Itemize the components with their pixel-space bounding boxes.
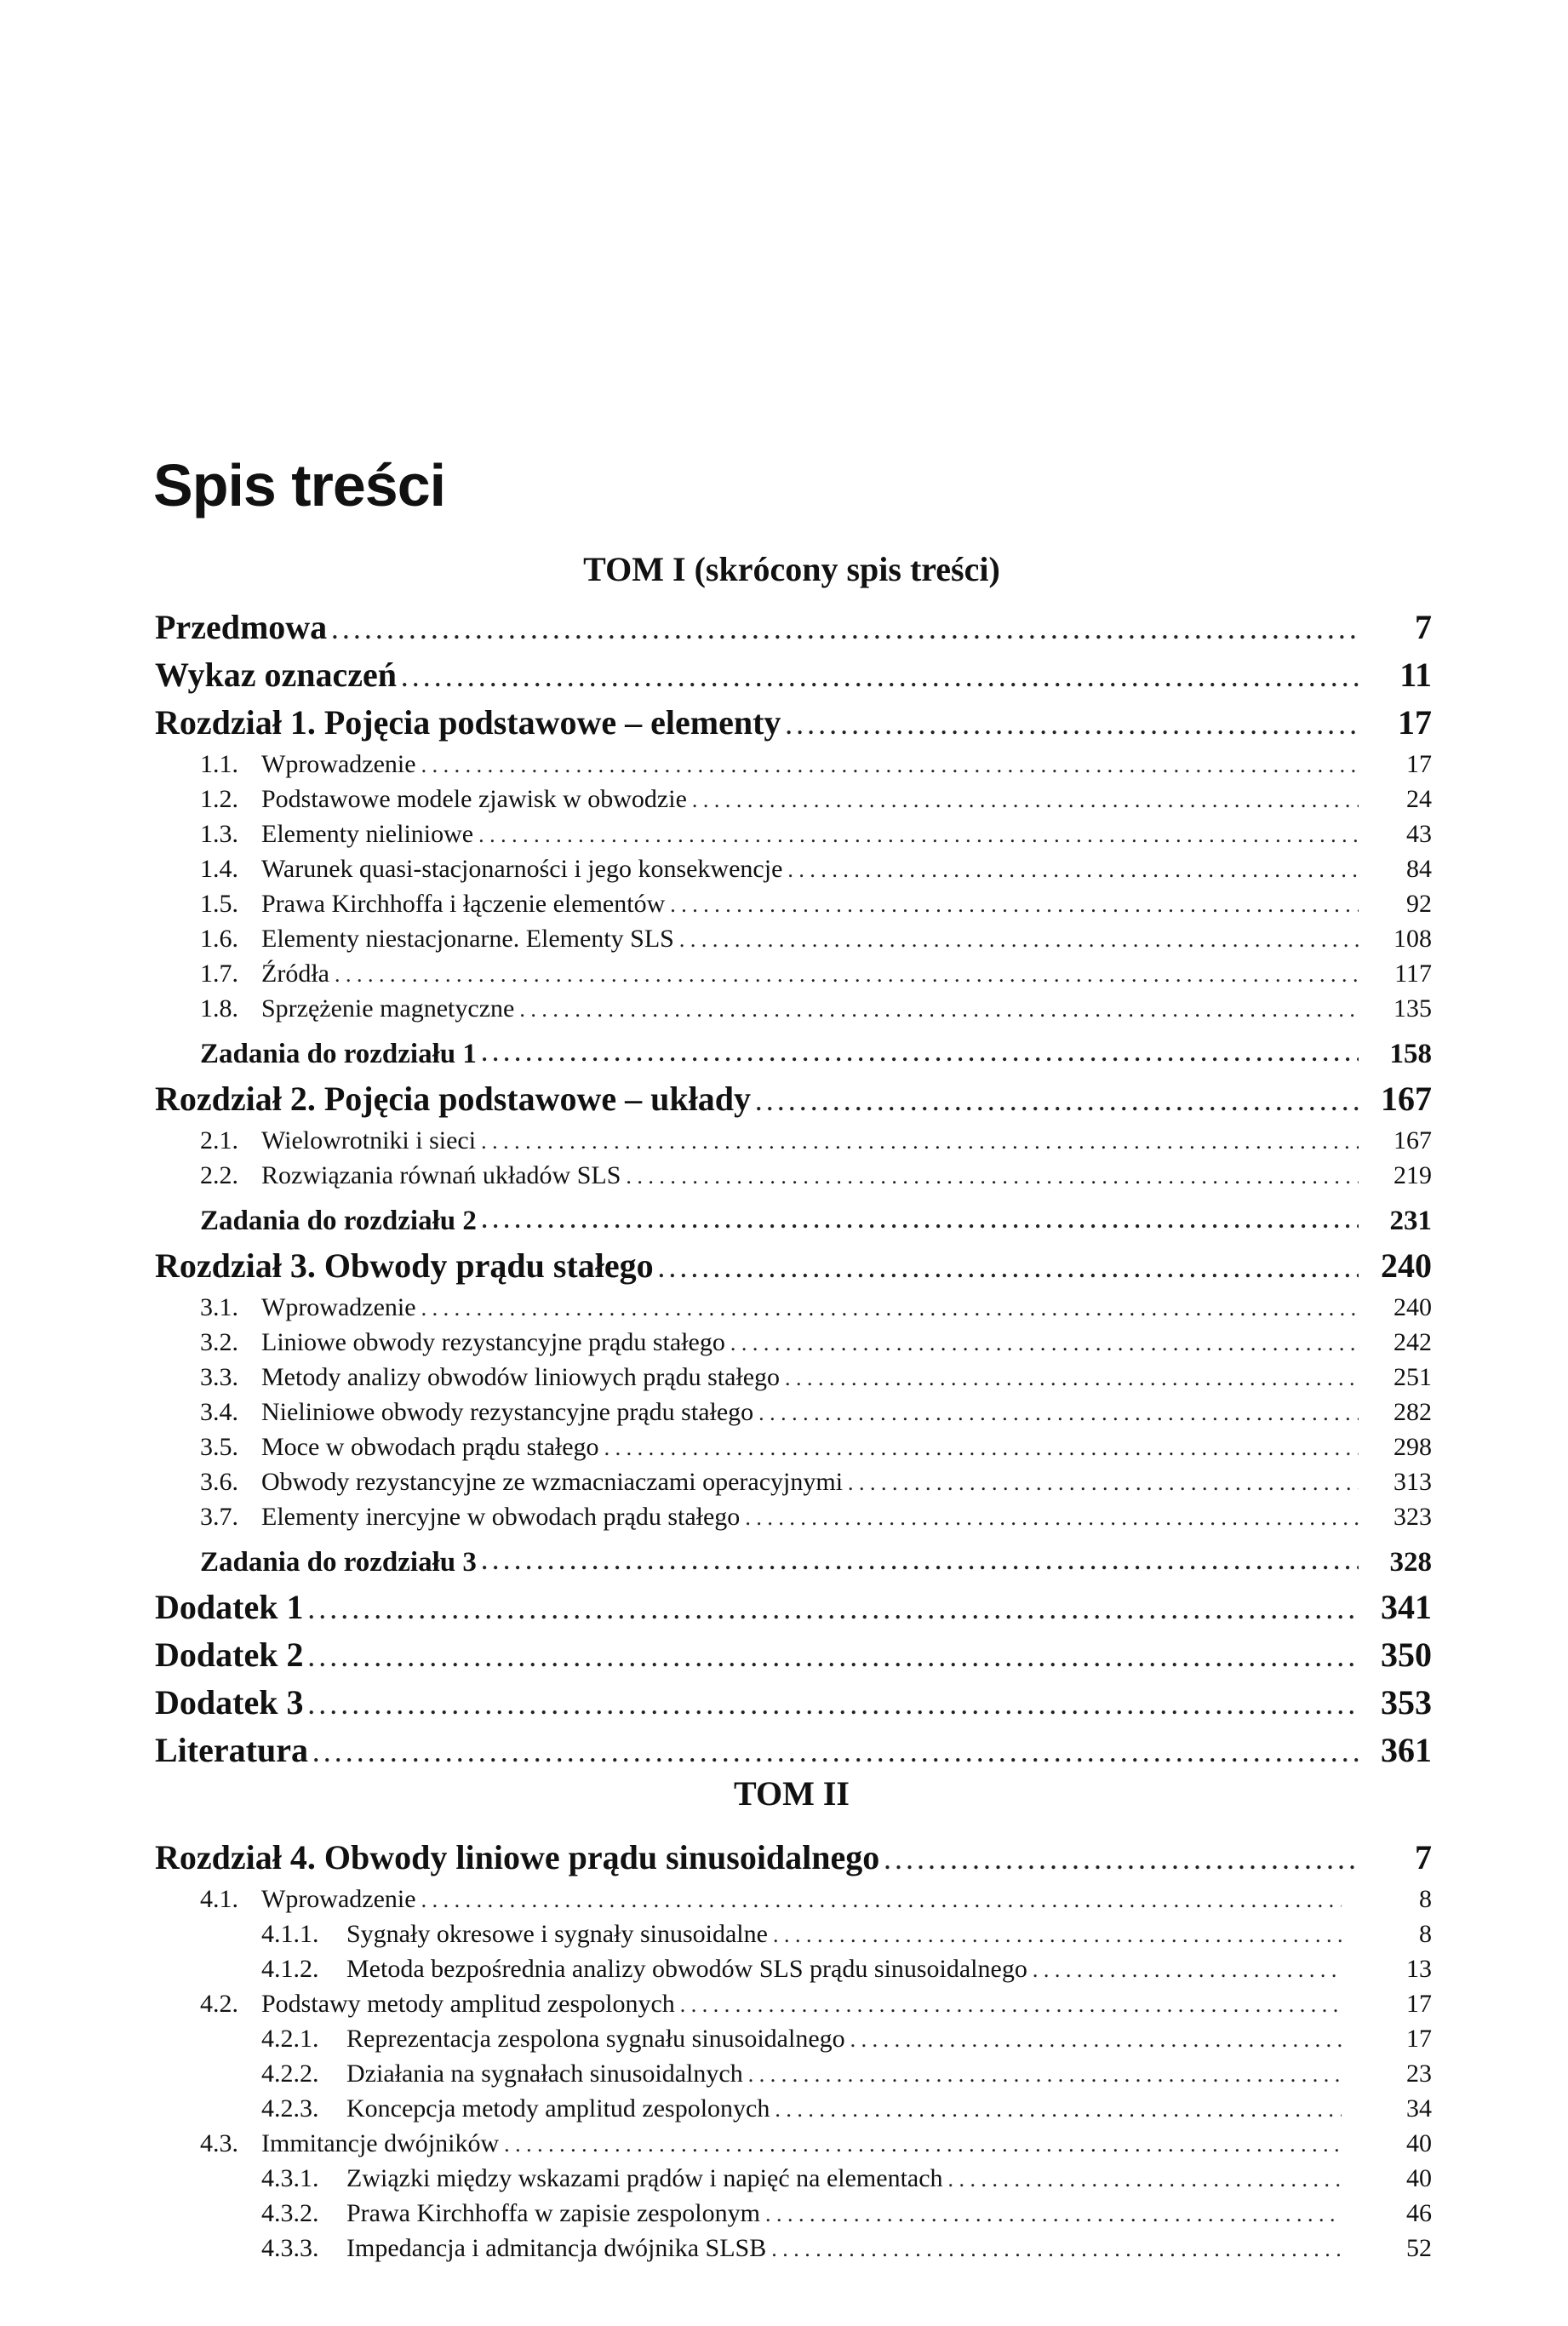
toc-entry-number: 1.8. (200, 994, 238, 1023)
toc-entry-task (155, 1029, 1432, 1079)
toc-entry-page: 17 (1406, 750, 1432, 778)
toc-entry-title: Źródła (261, 960, 329, 988)
toc-entry-title: Podstawowe modele zjawisk w obwodzie (261, 785, 687, 813)
toc-entry-number: 1.2. (200, 785, 238, 813)
dot-leader (1033, 1957, 1342, 1983)
toc-entry-section (155, 890, 1432, 925)
toc-entry-title: Nieliniowe obwody rezystancyjne prądu stałego (261, 1398, 754, 1426)
toc-entry-sub (155, 2234, 1432, 2269)
dot-leader (756, 1091, 1359, 1116)
toc-entry-page: 341 (1381, 1588, 1432, 1626)
toc-entry-page: 34 (1406, 2094, 1432, 2123)
toc-entry-number: 3.1. (200, 1293, 238, 1321)
toc-entry-title: Rozdział 1. Pojęcia podstawowe – elementy (155, 703, 781, 742)
dot-leader (421, 753, 1359, 778)
toc-entry-page: 350 (1381, 1636, 1432, 1674)
dot-leader (332, 619, 1359, 645)
toc-entry-page: 167 (1381, 1080, 1432, 1118)
toc-entry-page: 313 (1393, 1468, 1432, 1496)
toc-entry-chapter (155, 1837, 1432, 1885)
toc-entry-title: Rozdział 3. Obwody prądu stałego (155, 1246, 654, 1285)
toc-entry-chapter (155, 1682, 1432, 1730)
dot-leader (785, 1366, 1359, 1391)
dot-leader (504, 2132, 1342, 2157)
dot-leader (948, 2167, 1342, 2192)
toc-entry-number: 2.2. (200, 1161, 238, 1189)
dot-leader (745, 1505, 1359, 1531)
toc-entry-title: Zadania do rozdziału 2 (200, 1205, 477, 1236)
toc-entry-title: Działania na sygnałach sinusoidalnych (346, 2060, 743, 2088)
toc-entry-page: 52 (1406, 2234, 1432, 2262)
toc-entry-number: 4.3.1. (261, 2164, 319, 2192)
toc-entry-page: 108 (1393, 925, 1432, 953)
toc-entry-section (155, 1363, 1432, 1398)
toc-entry-page: 158 (1389, 1038, 1432, 1069)
toc-entry-title: Rozdział 2. Pojęcia podstawowe – układy (155, 1080, 751, 1118)
toc-entry-sub (155, 1920, 1432, 1955)
toc-entry-page: 298 (1393, 1433, 1432, 1461)
toc-entry-task (155, 1196, 1432, 1246)
dot-leader (771, 2237, 1342, 2262)
toc-entry-section (155, 1161, 1432, 1196)
toc-entry-section (155, 1433, 1432, 1468)
toc-entry-number: 3.6. (200, 1468, 238, 1496)
toc-entry-page: 46 (1406, 2199, 1432, 2227)
dot-leader (313, 1742, 1359, 1767)
toc-entry-task (155, 1538, 1432, 1587)
toc-entry-page: 8 (1419, 1920, 1432, 1948)
toc-entry-section (155, 750, 1432, 785)
dot-leader (402, 667, 1359, 692)
toc-entry-chapter (155, 607, 1432, 655)
toc-entry-title: Przedmowa (155, 608, 328, 646)
toc-entry-page: 24 (1406, 785, 1432, 813)
toc-entry-title: Metoda bezpośrednia analizy obwodów SLS prądu sinusoidalnego (346, 1955, 1027, 1983)
toc-entry-page: 219 (1393, 1161, 1432, 1189)
toc-entry-title: Prawa Kirchhoffa i łączenie elementów (261, 890, 666, 918)
toc-entry-section (155, 2129, 1432, 2164)
toc-entry-sub (155, 2164, 1432, 2199)
toc-entry-page: 361 (1381, 1731, 1432, 1769)
dot-leader (604, 1435, 1359, 1461)
tom2-toc-list (155, 1837, 1432, 2269)
toc-entry-title: Prawa Kirchhoffa w zapisie zespolonym (346, 2199, 760, 2227)
toc-entry-title: Wprowadzenie (261, 750, 416, 778)
toc-entry-title: Impedancja i admitancja dwójnika SLSB (346, 2234, 767, 2262)
toc-entry-page: 251 (1393, 1363, 1432, 1391)
toc-entry-section (155, 1398, 1432, 1433)
toc-entry-title: Literatura (155, 1731, 308, 1769)
toc-entry-number: 4.3. (200, 2129, 238, 2157)
toc-entry-section (155, 1328, 1432, 1363)
dot-leader (680, 1992, 1342, 2018)
dot-leader (848, 1470, 1359, 1496)
toc-entry-section (155, 1126, 1432, 1161)
toc-entry-number: 4.3.2. (261, 2199, 319, 2227)
toc-entry-title: Metody analizy obwodów liniowych prądu stałego (261, 1363, 781, 1391)
tom2-heading: TOM II (734, 1774, 850, 1813)
toc-entry-page: 242 (1393, 1328, 1432, 1356)
toc-entry-section (155, 1293, 1432, 1328)
toc-entry-title: Liniowe obwody rezystancyjne prądu stałego (261, 1328, 725, 1356)
toc-entry-chapter (155, 655, 1432, 702)
toc-entry-page: 17 (1398, 703, 1432, 742)
toc-entry-title: Związki między wskazami prądów i napięć na elementach (346, 2164, 943, 2192)
dot-leader (787, 857, 1359, 883)
toc-entry-title: Sygnały okresowe i sygnały sinusoidalne (346, 1920, 768, 1948)
toc-entry-page: 17 (1406, 2025, 1432, 2053)
toc-entry-page: 323 (1393, 1503, 1432, 1531)
dot-leader (773, 1922, 1342, 1948)
toc-entry-chapter (155, 1587, 1432, 1635)
toc-entry-chapter (155, 1079, 1432, 1126)
toc-entry-title: Dodatek 3 (155, 1683, 304, 1722)
dot-leader (758, 1401, 1359, 1426)
toc-entry-section (155, 855, 1432, 890)
toc-entry-chapter (155, 1246, 1432, 1293)
toc-entry-page: 23 (1406, 2060, 1432, 2088)
toc-entry-section (155, 785, 1432, 820)
dot-leader (850, 2027, 1342, 2053)
toc-entry-page: 328 (1389, 1546, 1432, 1578)
toc-entry-page: 282 (1393, 1398, 1432, 1426)
toc-entry-page: 240 (1381, 1246, 1432, 1285)
dot-leader (482, 1550, 1359, 1575)
toc-entry-page: 84 (1406, 855, 1432, 883)
toc-entry-page: 7 (1415, 1838, 1432, 1876)
toc-entry-number: 1.7. (200, 960, 238, 988)
toc-entry-page: 167 (1393, 1126, 1432, 1154)
toc-entry-number: 4.1.1. (261, 1920, 319, 1948)
dot-leader (519, 997, 1359, 1023)
toc-entry-title: Elementy inercyjne w obwodach prądu stałego (261, 1503, 741, 1531)
toc-entry-sub (155, 2060, 1432, 2094)
toc-entry-title: Zadania do rozdziału 3 (200, 1546, 477, 1578)
toc-entry-page: 353 (1381, 1683, 1432, 1722)
toc-entry-page: 240 (1393, 1293, 1432, 1321)
toc-entry-number: 4.2. (200, 1990, 238, 2018)
toc-entry-section (155, 1503, 1432, 1538)
toc-entry-section (155, 925, 1432, 960)
toc-entry-number: 4.2.3. (261, 2094, 319, 2123)
toc-entry-number: 1.1. (200, 750, 238, 778)
toc-entry-number: 1.4. (200, 855, 238, 883)
toc-entry-page: 40 (1406, 2164, 1432, 2192)
toc-entry-title: Obwody rezystancyjne ze wzmacniaczami operacyjnymi (261, 1468, 844, 1496)
toc-entry-chapter (155, 702, 1432, 750)
toc-entry-title: Warunek quasi-stacjonarności i jego konsekwencje (261, 855, 783, 883)
toc-entry-section (155, 1990, 1432, 2025)
toc-entry-title: Dodatek 2 (155, 1636, 304, 1674)
toc-entry-title: Rozdział 4. Obwody liniowe prądu sinusoidalnego (155, 1838, 880, 1876)
toc-entry-title: Elementy niestacjonarne. Elementy SLS (261, 925, 674, 953)
toc-entry-title: Podstawy metody amplitud zespolonych (261, 1990, 675, 2018)
toc-entry-sub (155, 1955, 1432, 1990)
toc-entry-number: 4.1.2. (261, 1955, 319, 1983)
toc-entry-number: 4.2.2. (261, 2060, 319, 2088)
dot-leader (308, 1694, 1359, 1720)
dot-leader (421, 1888, 1342, 1913)
dot-leader (730, 1331, 1359, 1356)
toc-entry-number: 4.3.3. (261, 2234, 319, 2262)
dot-leader (482, 1208, 1359, 1234)
toc-entry-number: 3.7. (200, 1503, 238, 1531)
dot-leader (748, 2062, 1342, 2088)
page-title: Spis treści (153, 452, 446, 518)
toc-entry-page: 13 (1406, 1955, 1432, 1983)
dot-leader (308, 1599, 1359, 1624)
toc-entry-title: Wprowadzenie (261, 1885, 416, 1913)
dot-leader (679, 927, 1359, 953)
toc-entry-title: Wielowrotniki i sieci (261, 1126, 477, 1154)
toc-entry-title: Zadania do rozdziału 1 (200, 1038, 477, 1069)
dot-leader (478, 822, 1359, 848)
toc-entry-title: Wykaz oznaczeń (155, 656, 398, 694)
toc-entry-title: Reprezentacja zespolona sygnału sinusoidalnego (346, 2025, 845, 2053)
dot-leader (308, 1647, 1359, 1672)
tom1-toc-list (155, 607, 1432, 1778)
toc-entry-page: 231 (1389, 1205, 1432, 1236)
toc-entry-title: Koncepcja metody amplitud zespolonych (346, 2094, 770, 2123)
dot-leader (626, 1164, 1359, 1189)
toc-entry-page: 92 (1406, 890, 1432, 918)
toc-entry-title: Immitancje dwójników (261, 2129, 500, 2157)
toc-entry-number: 3.2. (200, 1328, 238, 1356)
toc-entry-section (155, 1885, 1432, 1920)
toc-entry-number: 2.1. (200, 1126, 238, 1154)
toc-entry-page: 8 (1419, 1885, 1432, 1913)
dot-leader (659, 1258, 1359, 1283)
dot-leader (884, 1849, 1359, 1875)
toc-entry-sub (155, 2094, 1432, 2129)
toc-entry-number: 1.3. (200, 820, 238, 848)
toc-entry-title: Wprowadzenie (261, 1293, 416, 1321)
toc-entry-title: Sprzężenie magnetyczne (261, 994, 515, 1023)
dot-leader (481, 1129, 1359, 1154)
dot-leader (335, 962, 1359, 988)
toc-entry-title: Elementy nieliniowe (261, 820, 474, 848)
toc-entry-section (155, 994, 1432, 1029)
toc-entry-section (155, 1468, 1432, 1503)
toc-entry-number: 4.2.1. (261, 2025, 319, 2053)
toc-entry-title: Rozwiązania równań układów SLS (261, 1161, 621, 1189)
toc-entry-section (155, 960, 1432, 994)
toc-entry-chapter (155, 1730, 1432, 1778)
toc-entry-number: 1.5. (200, 890, 238, 918)
toc-entry-page: 11 (1399, 656, 1432, 694)
toc-entry-chapter (155, 1635, 1432, 1682)
dot-leader (670, 892, 1359, 918)
toc-entry-section (155, 820, 1432, 855)
toc-entry-page: 43 (1406, 820, 1432, 848)
toc-entry-number: 1.6. (200, 925, 238, 953)
toc-entry-title: Dodatek 1 (155, 1588, 304, 1626)
dot-leader (765, 2202, 1342, 2227)
dot-leader (775, 2097, 1342, 2123)
toc-entry-number: 3.4. (200, 1398, 238, 1426)
toc-entry-sub (155, 2025, 1432, 2060)
toc-entry-page: 40 (1406, 2129, 1432, 2157)
dot-leader (482, 1041, 1359, 1067)
toc-entry-number: 4.1. (200, 1885, 238, 1913)
toc-entry-number: 3.5. (200, 1433, 238, 1461)
toc-entry-number: 3.3. (200, 1363, 238, 1391)
dot-leader (786, 714, 1359, 740)
dot-leader (692, 788, 1359, 813)
toc-entry-sub (155, 2199, 1432, 2234)
toc-entry-page: 17 (1406, 1990, 1432, 2018)
toc-entry-page: 117 (1394, 960, 1432, 988)
toc-entry-title: Moce w obwodach prądu stałego (261, 1433, 599, 1461)
toc-entry-page: 7 (1415, 608, 1432, 646)
toc-entry-page: 135 (1393, 994, 1432, 1023)
tom1-heading: TOM I (skrócony spis treści) (583, 550, 1000, 588)
dot-leader (421, 1296, 1359, 1321)
